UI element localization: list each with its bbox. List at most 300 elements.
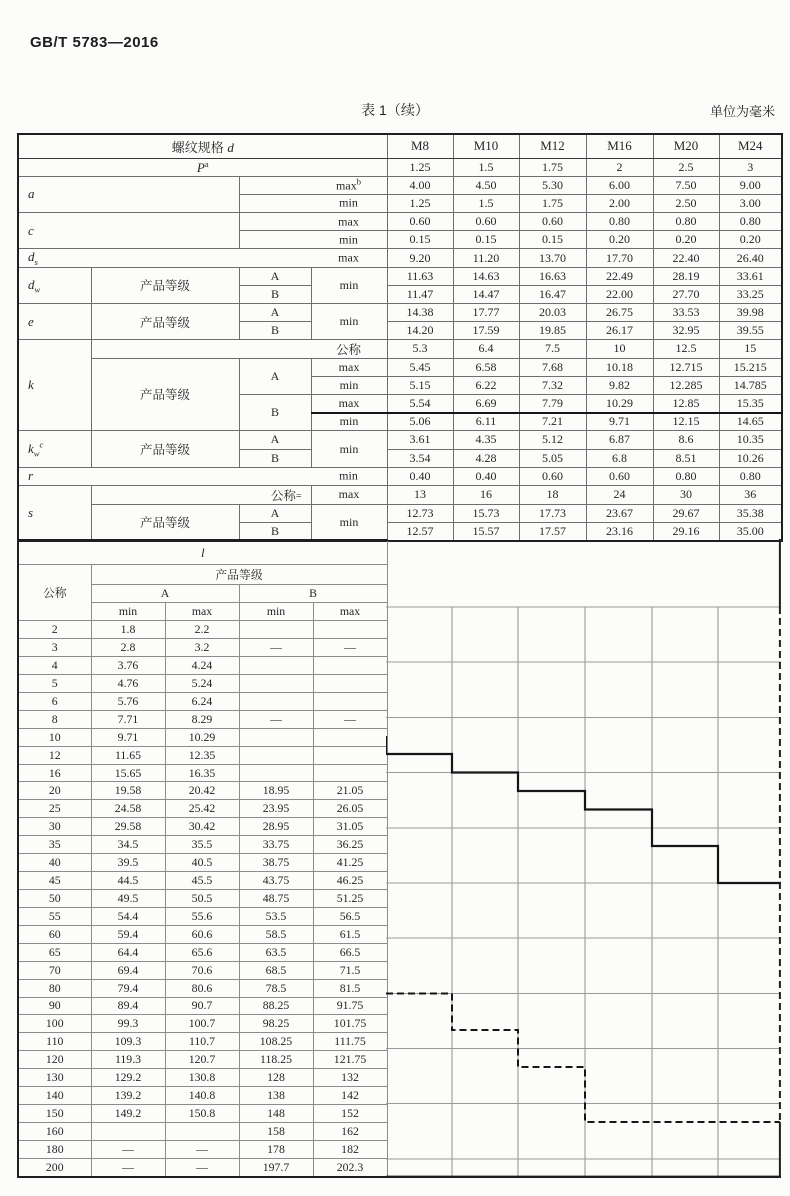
length-cell: 55.6 bbox=[165, 907, 239, 925]
length-row bbox=[18, 854, 387, 872]
length-cell: 49.5 bbox=[91, 890, 165, 908]
value-cell: 14.65 bbox=[719, 413, 782, 431]
length-cell: 45 bbox=[18, 872, 91, 890]
value-cell: 23.67 bbox=[586, 504, 653, 522]
length-row bbox=[18, 1015, 387, 1033]
length-cell: 40 bbox=[18, 854, 91, 872]
symbol-c: c bbox=[18, 213, 239, 249]
value-cell: 26.17 bbox=[586, 322, 653, 340]
value-cell: 10.29 bbox=[586, 394, 653, 412]
length-row bbox=[18, 997, 387, 1015]
value-cell: 23.16 bbox=[586, 523, 653, 541]
value-cell: M20 bbox=[653, 134, 719, 158]
length-cell: 34.5 bbox=[91, 836, 165, 854]
value-cell: 0.40 bbox=[453, 467, 519, 485]
length-cell: 20.42 bbox=[165, 782, 239, 800]
row-c-max bbox=[18, 213, 782, 231]
length-cell: 91.75 bbox=[313, 997, 387, 1015]
length-row bbox=[18, 979, 387, 997]
row-k-nominal bbox=[18, 340, 782, 358]
value-cell: 16 bbox=[453, 485, 519, 504]
value-cell: 5.12 bbox=[519, 431, 586, 449]
value-cell: 3.61 bbox=[387, 431, 453, 449]
length-cell: 48.75 bbox=[239, 890, 313, 908]
length-cell: 25.42 bbox=[165, 800, 239, 818]
length-row bbox=[18, 943, 387, 961]
value-cell: 9.82 bbox=[586, 376, 653, 394]
value-cell: 15.35 bbox=[719, 394, 782, 412]
length-cell: 39.5 bbox=[91, 854, 165, 872]
length-cell: 80 bbox=[18, 979, 91, 997]
value-cell: 0.15 bbox=[453, 231, 519, 249]
value-cell: 5.3 bbox=[387, 340, 453, 358]
length-cell: 80.6 bbox=[165, 979, 239, 997]
l-b-min-header: min bbox=[239, 603, 313, 621]
value-cell: 12.285 bbox=[653, 376, 719, 394]
length-row bbox=[18, 1158, 387, 1177]
value-cell: 29.67 bbox=[653, 504, 719, 522]
length-cell: 35.5 bbox=[165, 836, 239, 854]
s-nominal-qualifier: max bbox=[311, 485, 387, 504]
length-cell: 53.5 bbox=[239, 907, 313, 925]
length-cell: 119.3 bbox=[91, 1051, 165, 1069]
length-cell: 66.5 bbox=[313, 943, 387, 961]
value-cell: 6.00 bbox=[586, 176, 653, 194]
s-grade-a: A bbox=[239, 504, 311, 522]
value-cell: 0.60 bbox=[519, 213, 586, 231]
length-cell: 160 bbox=[18, 1122, 91, 1140]
value-cell: 11.47 bbox=[387, 285, 453, 303]
s-grade-b: B bbox=[239, 523, 311, 541]
value-cell: 14.20 bbox=[387, 322, 453, 340]
length-cell: 16 bbox=[18, 764, 91, 782]
length-cell: 140 bbox=[18, 1087, 91, 1105]
symbol-e: e bbox=[18, 304, 91, 340]
length-cell: 139.2 bbox=[91, 1087, 165, 1105]
l-header-row bbox=[18, 540, 387, 565]
length-cell: 130.8 bbox=[165, 1069, 239, 1087]
length-cell: 3 bbox=[18, 639, 91, 657]
length-cell: 6.24 bbox=[165, 692, 239, 710]
length-cell: 100 bbox=[18, 1015, 91, 1033]
value-cell: 17.57 bbox=[519, 523, 586, 541]
value-cell: 39.98 bbox=[719, 304, 782, 322]
length-cell: 12.35 bbox=[165, 746, 239, 764]
length-row bbox=[18, 872, 387, 890]
length-cell: 6 bbox=[18, 692, 91, 710]
value-cell: 14.38 bbox=[387, 304, 453, 322]
length-cell: — bbox=[91, 1158, 165, 1177]
value-cell: 17.77 bbox=[453, 304, 519, 322]
value-cell: 0.80 bbox=[719, 467, 782, 485]
value-cell: 14.63 bbox=[453, 267, 519, 285]
length-cell: 30 bbox=[18, 818, 91, 836]
value-cell: 5.54 bbox=[387, 394, 453, 412]
value-cell: 12.715 bbox=[653, 358, 719, 376]
value-cell: 24 bbox=[586, 485, 653, 504]
length-row bbox=[18, 1087, 387, 1105]
length-cell: 140.8 bbox=[165, 1087, 239, 1105]
value-cell: 0.80 bbox=[586, 213, 653, 231]
value-cell: 18 bbox=[519, 485, 586, 504]
row-ds-max bbox=[18, 249, 782, 267]
k-a-min-qualifier: min bbox=[311, 376, 387, 394]
length-cell: 142 bbox=[313, 1087, 387, 1105]
length-cell: 70 bbox=[18, 961, 91, 979]
length-cell bbox=[313, 746, 387, 764]
length-cell: 63.5 bbox=[239, 943, 313, 961]
length-cell: 109.3 bbox=[91, 1033, 165, 1051]
value-cell: 12.57 bbox=[387, 523, 453, 541]
value-cell: 3 bbox=[719, 158, 782, 176]
value-cell: 11.63 bbox=[387, 267, 453, 285]
length-cell: 69.4 bbox=[91, 961, 165, 979]
kw-grade-label: 产品等级 bbox=[91, 431, 239, 467]
length-cell: 152 bbox=[313, 1105, 387, 1123]
value-cell: 33.53 bbox=[653, 304, 719, 322]
length-cell: 110 bbox=[18, 1033, 91, 1051]
value-cell: 26.75 bbox=[586, 304, 653, 322]
value-cell: 11.20 bbox=[453, 249, 519, 267]
row-pitch bbox=[18, 158, 782, 176]
length-cell: 60.6 bbox=[165, 925, 239, 943]
length-cell: 200 bbox=[18, 1158, 91, 1177]
size-header-row bbox=[18, 134, 782, 158]
e-grade-label: 产品等级 bbox=[91, 304, 239, 340]
length-row bbox=[18, 674, 387, 692]
value-cell: 2.00 bbox=[586, 194, 653, 212]
k-grade-label: 产品等级 bbox=[91, 358, 239, 431]
length-cell: — bbox=[165, 1140, 239, 1158]
value-cell: 3.00 bbox=[719, 194, 782, 212]
value-cell: 10 bbox=[586, 340, 653, 358]
row-s-a bbox=[18, 504, 782, 522]
length-cell: 30.42 bbox=[165, 818, 239, 836]
row-k-a-max bbox=[18, 358, 782, 376]
dw-qualifier: min bbox=[311, 267, 387, 303]
value-cell: 20.03 bbox=[519, 304, 586, 322]
value-cell: 22.00 bbox=[586, 285, 653, 303]
value-cell: 0.60 bbox=[453, 213, 519, 231]
value-cell: 8.51 bbox=[653, 449, 719, 467]
length-row bbox=[18, 657, 387, 675]
length-cell: — bbox=[313, 710, 387, 728]
value-cell: 5.06 bbox=[387, 413, 453, 431]
dimensions-table bbox=[17, 133, 783, 542]
length-cell: 4.76 bbox=[91, 674, 165, 692]
value-cell: 13.70 bbox=[519, 249, 586, 267]
value-cell: 4.00 bbox=[387, 176, 453, 194]
value-cell: 2.50 bbox=[653, 194, 719, 212]
length-cell bbox=[239, 764, 313, 782]
l-grade-header: 产品等级 bbox=[91, 565, 387, 585]
length-cell: 132 bbox=[313, 1069, 387, 1087]
value-cell: 6.58 bbox=[453, 358, 519, 376]
l-grade-header-row bbox=[18, 565, 387, 585]
length-cell bbox=[239, 692, 313, 710]
length-cell: 4.24 bbox=[165, 657, 239, 675]
thread-spec-header: 螺纹规格 d bbox=[18, 134, 387, 158]
value-cell: 33.61 bbox=[719, 267, 782, 285]
length-cell bbox=[313, 692, 387, 710]
length-cell: 12 bbox=[18, 746, 91, 764]
value-cell: 3.54 bbox=[387, 449, 453, 467]
symbol-s: s bbox=[18, 485, 91, 540]
value-cell: 15.57 bbox=[453, 523, 519, 541]
length-cell: 11.65 bbox=[91, 746, 165, 764]
length-cell: 1.8 bbox=[91, 621, 165, 639]
value-cell: 7.79 bbox=[519, 394, 586, 412]
l-grade-b-header: B bbox=[239, 585, 387, 603]
symbol-a: a bbox=[18, 176, 239, 212]
length-cell: 58.5 bbox=[239, 925, 313, 943]
length-cell: 16.35 bbox=[165, 764, 239, 782]
value-cell: 10.35 bbox=[719, 431, 782, 449]
length-row bbox=[18, 692, 387, 710]
value-cell: 1.25 bbox=[387, 194, 453, 212]
value-cell: 0.80 bbox=[719, 213, 782, 231]
length-cell: 38.75 bbox=[239, 854, 313, 872]
length-cell: 138 bbox=[239, 1087, 313, 1105]
value-cell: 0.80 bbox=[653, 467, 719, 485]
length-cell: 64.4 bbox=[91, 943, 165, 961]
length-cell bbox=[313, 728, 387, 746]
length-cell: 128 bbox=[239, 1069, 313, 1087]
value-cell: 5.15 bbox=[387, 376, 453, 394]
length-cell: 55 bbox=[18, 907, 91, 925]
length-cell: 21.05 bbox=[313, 782, 387, 800]
length-range-region bbox=[386, 539, 781, 1178]
length-row bbox=[18, 1105, 387, 1123]
length-cell: 46.25 bbox=[313, 872, 387, 890]
l-a-min-header: min bbox=[91, 603, 165, 621]
length-cell: 178 bbox=[239, 1140, 313, 1158]
length-cell: 2.2 bbox=[165, 621, 239, 639]
length-cell bbox=[91, 1122, 165, 1140]
value-cell: 5.05 bbox=[519, 449, 586, 467]
value-cell: 16.63 bbox=[519, 267, 586, 285]
value-cell: 7.5 bbox=[519, 340, 586, 358]
length-cell: 5.76 bbox=[91, 692, 165, 710]
value-cell: 15 bbox=[719, 340, 782, 358]
length-cell bbox=[239, 674, 313, 692]
length-cell bbox=[239, 746, 313, 764]
value-cell: 12.15 bbox=[653, 413, 719, 431]
length-cell: 29.58 bbox=[91, 818, 165, 836]
c-max-qualifier: max bbox=[239, 213, 387, 231]
length-cell: 15.65 bbox=[91, 764, 165, 782]
k-grade-b: B bbox=[239, 394, 311, 430]
dw-grade-a: A bbox=[239, 267, 311, 285]
length-cell: — bbox=[239, 639, 313, 657]
length-cell: 24.58 bbox=[91, 800, 165, 818]
value-cell: 9.00 bbox=[719, 176, 782, 194]
length-cell: 158 bbox=[239, 1122, 313, 1140]
length-cell: — bbox=[165, 1158, 239, 1177]
length-row bbox=[18, 890, 387, 908]
length-cell: 10.29 bbox=[165, 728, 239, 746]
length-cell: 26.05 bbox=[313, 800, 387, 818]
value-cell: 0.15 bbox=[519, 231, 586, 249]
length-cell: 50 bbox=[18, 890, 91, 908]
length-cell: 35 bbox=[18, 836, 91, 854]
length-cell: 54.4 bbox=[91, 907, 165, 925]
length-row bbox=[18, 1033, 387, 1051]
length-cell: 65.6 bbox=[165, 943, 239, 961]
length-cell: 101.75 bbox=[313, 1015, 387, 1033]
value-cell: 0.60 bbox=[387, 213, 453, 231]
length-cell: 41.25 bbox=[313, 854, 387, 872]
length-cell: 50.5 bbox=[165, 890, 239, 908]
value-cell: 7.32 bbox=[519, 376, 586, 394]
value-cell: 0.60 bbox=[586, 467, 653, 485]
value-cell: 10.18 bbox=[586, 358, 653, 376]
value-cell: 17.59 bbox=[453, 322, 519, 340]
length-cell: — bbox=[91, 1140, 165, 1158]
length-row bbox=[18, 621, 387, 639]
value-cell: 5.45 bbox=[387, 358, 453, 376]
length-cell: 20 bbox=[18, 782, 91, 800]
length-row bbox=[18, 764, 387, 782]
value-cell: 28.19 bbox=[653, 267, 719, 285]
value-cell: 0.40 bbox=[387, 467, 453, 485]
value-cell: 30 bbox=[653, 485, 719, 504]
value-cell: 6.87 bbox=[586, 431, 653, 449]
length-cell bbox=[313, 657, 387, 675]
s-grade-label: 产品等级 bbox=[91, 504, 239, 540]
l-nominal-header: 公称 bbox=[18, 565, 91, 621]
value-cell: 22.40 bbox=[653, 249, 719, 267]
symbol-dw: $d_w$ bbox=[18, 267, 91, 303]
length-cell: 180 bbox=[18, 1140, 91, 1158]
value-cell: 7.21 bbox=[519, 413, 586, 431]
length-cell: 120 bbox=[18, 1051, 91, 1069]
length-cell: 89.4 bbox=[91, 997, 165, 1015]
value-cell: 8.6 bbox=[653, 431, 719, 449]
row-s-nominal bbox=[18, 485, 782, 504]
value-cell: 9.20 bbox=[387, 249, 453, 267]
length-cell: 2.8 bbox=[91, 639, 165, 657]
length-cell: 51.25 bbox=[313, 890, 387, 908]
length-cell: 40.5 bbox=[165, 854, 239, 872]
k-grade-a: A bbox=[239, 358, 311, 394]
symbol-k: k bbox=[18, 340, 91, 431]
value-cell: 2.5 bbox=[653, 158, 719, 176]
value-cell: 4.28 bbox=[453, 449, 519, 467]
symbol-ds: $d_s$ max bbox=[18, 249, 387, 267]
value-cell: 17.73 bbox=[519, 504, 586, 522]
value-cell: 1.5 bbox=[453, 194, 519, 212]
value-cell: 29.16 bbox=[653, 523, 719, 541]
value-cell: 1.5 bbox=[453, 158, 519, 176]
a-max-qualifier: $\max^b$ bbox=[239, 176, 387, 194]
length-cell: 149.2 bbox=[91, 1105, 165, 1123]
length-cell: 60 bbox=[18, 925, 91, 943]
row-kw-a bbox=[18, 431, 782, 449]
length-cell: 33.75 bbox=[239, 836, 313, 854]
length-row bbox=[18, 800, 387, 818]
s-nominal-label-cell: 公称= bbox=[91, 485, 311, 504]
c-min-qualifier: min bbox=[239, 231, 387, 249]
value-cell: 6.11 bbox=[453, 413, 519, 431]
kw-qualifier: min bbox=[311, 431, 387, 467]
length-cell: 44.5 bbox=[91, 872, 165, 890]
dw-grade-label: 产品等级 bbox=[91, 267, 239, 303]
k-a-max-qualifier: max bbox=[311, 358, 387, 376]
length-cell bbox=[313, 621, 387, 639]
dashed-range-step-line bbox=[386, 994, 780, 1123]
length-cell: 99.3 bbox=[91, 1015, 165, 1033]
length-cell: 5.24 bbox=[165, 674, 239, 692]
value-cell: M12 bbox=[519, 134, 586, 158]
length-table bbox=[17, 539, 388, 1178]
length-cell: 4 bbox=[18, 657, 91, 675]
e-qualifier: min bbox=[311, 304, 387, 340]
length-cell: 108.25 bbox=[239, 1033, 313, 1051]
length-cell: 100.7 bbox=[165, 1015, 239, 1033]
solid-range-step-line bbox=[386, 736, 781, 883]
length-cell: 28.95 bbox=[239, 818, 313, 836]
value-cell: 14.47 bbox=[453, 285, 519, 303]
length-row bbox=[18, 710, 387, 728]
length-row bbox=[18, 907, 387, 925]
unit-note: 单位为毫米 bbox=[709, 104, 775, 119]
length-cell: 43.75 bbox=[239, 872, 313, 890]
length-cell bbox=[239, 728, 313, 746]
value-cell: 14.785 bbox=[719, 376, 782, 394]
value-cell: 16.47 bbox=[519, 285, 586, 303]
value-cell: M8 bbox=[387, 134, 453, 158]
length-cell: 148 bbox=[239, 1105, 313, 1123]
table-caption: 表 1（续） bbox=[361, 102, 429, 118]
length-cell: 5 bbox=[18, 674, 91, 692]
value-cell: 4.35 bbox=[453, 431, 519, 449]
value-cell: 6.69 bbox=[453, 394, 519, 412]
l-b-max-header: max bbox=[313, 603, 387, 621]
length-cell: 68.5 bbox=[239, 961, 313, 979]
row-dw-a bbox=[18, 267, 782, 285]
length-row bbox=[18, 836, 387, 854]
value-cell: 35.00 bbox=[719, 523, 782, 541]
value-cell: 1.75 bbox=[519, 158, 586, 176]
length-cell: 8 bbox=[18, 710, 91, 728]
length-cell: 3.76 bbox=[91, 657, 165, 675]
symbol-kw: $k_w^c$ bbox=[18, 431, 91, 467]
length-cell bbox=[313, 764, 387, 782]
value-cell: 0.60 bbox=[519, 467, 586, 485]
k-nominal-label-cell: 公称 bbox=[91, 340, 387, 358]
a-min-qualifier: min bbox=[239, 194, 387, 212]
value-cell: 0.20 bbox=[719, 231, 782, 249]
length-cell: 98.25 bbox=[239, 1015, 313, 1033]
length-cell: 79.4 bbox=[91, 979, 165, 997]
value-cell: 17.70 bbox=[586, 249, 653, 267]
value-cell: 0.15 bbox=[387, 231, 453, 249]
length-cell: 129.2 bbox=[91, 1069, 165, 1087]
value-cell: 2 bbox=[586, 158, 653, 176]
l-symbol-header: l bbox=[18, 540, 387, 565]
value-cell: M10 bbox=[453, 134, 519, 158]
value-cell: 33.25 bbox=[719, 285, 782, 303]
value-cell: M24 bbox=[719, 134, 782, 158]
value-cell: 6.8 bbox=[586, 449, 653, 467]
length-cell: 45.5 bbox=[165, 872, 239, 890]
length-cell: 23.95 bbox=[239, 800, 313, 818]
length-cell: 130 bbox=[18, 1069, 91, 1087]
row-r-min bbox=[18, 467, 782, 485]
length-cell: 162 bbox=[313, 1122, 387, 1140]
length-row bbox=[18, 746, 387, 764]
